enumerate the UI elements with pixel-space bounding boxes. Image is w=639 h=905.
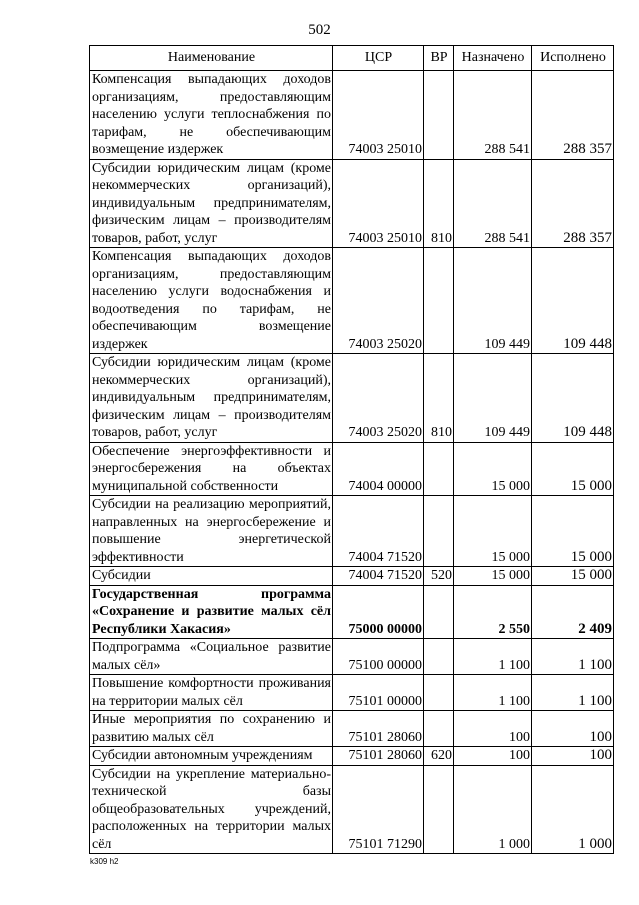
row-csr: 75101 28060: [333, 747, 424, 766]
row-executed: 15 000: [532, 496, 614, 567]
row-vr: [424, 585, 454, 639]
table-row: [90, 442, 614, 496]
table-row: [90, 747, 614, 766]
row-executed: 288 357: [532, 71, 614, 160]
row-vr: [424, 442, 454, 496]
row-planned: 109 449: [454, 354, 532, 443]
row-planned: 2 550: [454, 585, 532, 639]
row-name: Повышение комфортности проживания на территории малых сёл: [90, 675, 333, 711]
table-row: [90, 639, 614, 675]
page-number: 502: [308, 22, 331, 38]
header-planned: Назначено: [454, 46, 532, 71]
row-name: Государственная программа «Сохранение и развитие малых сёл Республики Хакасия»: [90, 585, 333, 639]
row-planned: 288 541: [454, 71, 532, 160]
row-csr: 75101 28060: [333, 711, 424, 747]
row-vr: [424, 675, 454, 711]
row-name: Подпрограмма «Социальное развитие малых сёл»: [90, 639, 333, 675]
row-planned: 109 449: [454, 248, 532, 354]
row-executed: 100: [532, 747, 614, 766]
row-planned: 1 100: [454, 675, 532, 711]
row-csr: 75100 00000: [333, 639, 424, 675]
row-name: Обеспечение энергоэффективности и энергосбережения на объектах муниципальной собственности: [90, 442, 333, 496]
header-vr: ВР: [424, 46, 454, 71]
row-executed: 1 100: [532, 675, 614, 711]
row-csr: 74003 25010: [333, 159, 424, 248]
row-planned: 100: [454, 711, 532, 747]
row-vr: [424, 71, 454, 160]
row-vr: 620: [424, 747, 454, 766]
row-executed: 1 000: [532, 765, 614, 854]
row-executed: 109 448: [532, 354, 614, 443]
row-planned: 15 000: [454, 567, 532, 586]
row-executed: 15 000: [532, 442, 614, 496]
row-name: Субсидии: [90, 567, 333, 586]
row-executed: 1 100: [532, 639, 614, 675]
row-name: Компенсация выпадающих доходов организациям, предоставляющим населению услуги водоснабжения и водоотведения по тарифам, не обеспечивающим возмещение издержек: [90, 248, 333, 354]
header-executed: Исполнено: [532, 46, 614, 71]
row-executed: 2 409: [532, 585, 614, 639]
table-row: [90, 711, 614, 747]
row-vr: [424, 711, 454, 747]
row-executed: 100: [532, 711, 614, 747]
row-vr: [424, 639, 454, 675]
table-row: [90, 675, 614, 711]
row-planned: 1 000: [454, 765, 532, 854]
row-name: Субсидии юридическим лицам (кроме некоммерческих организаций), индивидуальным предпринимателям, физическим лицам – производителям товаров, работ, услуг: [90, 354, 333, 443]
row-csr: 74003 25010: [333, 71, 424, 160]
row-name: Иные мероприятия по сохранению и развитию малых сёл: [90, 711, 333, 747]
table-row: [90, 159, 614, 248]
row-csr: 74003 25020: [333, 354, 424, 443]
row-name: Субсидии автономным учреждениям: [90, 747, 333, 766]
table-row: [90, 567, 614, 586]
row-name: Субсидии на реализацию мероприятий, направленных на энергосбережение и повышение энергетической эффективности: [90, 496, 333, 567]
row-csr: 74004 00000: [333, 442, 424, 496]
row-vr: 810: [424, 159, 454, 248]
footer-code: k309 h2: [90, 857, 119, 866]
table-row: [90, 71, 614, 160]
row-name: Субсидии юридическим лицам (кроме некоммерческих организаций), индивидуальным предпринимателям, физическим лицам – производителям товаров, работ, услуг: [90, 159, 333, 248]
table-row: [90, 354, 614, 443]
row-vr: [424, 496, 454, 567]
row-planned: 15 000: [454, 496, 532, 567]
table-header-row: [90, 46, 614, 71]
table-row: [90, 585, 614, 639]
row-csr: 74003 25020: [333, 248, 424, 354]
row-planned: 1 100: [454, 639, 532, 675]
row-vr: 810: [424, 354, 454, 443]
table-row: [90, 496, 614, 567]
table-body: [90, 71, 614, 854]
row-csr: 75101 71290: [333, 765, 424, 854]
row-planned: 15 000: [454, 442, 532, 496]
row-executed: 15 000: [532, 567, 614, 586]
header-csr: ЦСР: [333, 46, 424, 71]
row-csr: 75000 00000: [333, 585, 424, 639]
row-csr: 75101 00000: [333, 675, 424, 711]
row-planned: 100: [454, 747, 532, 766]
row-vr: [424, 765, 454, 854]
row-vr: 520: [424, 567, 454, 586]
budget-table: [89, 45, 614, 854]
row-csr: 74004 71520: [333, 496, 424, 567]
row-name: Компенсация выпадающих доходов организациям, предоставляющим населению услуги теплоснабжения по тарифам, не обеспечивающим возмещение издержек: [90, 71, 333, 160]
row-csr: 74004 71520: [333, 567, 424, 586]
row-executed: 109 448: [532, 248, 614, 354]
table-row: [90, 765, 614, 854]
row-planned: 288 541: [454, 159, 532, 248]
row-executed: 288 357: [532, 159, 614, 248]
header-name: Наименование: [90, 46, 333, 71]
row-name: Субсидии на укрепление материально-технической базы общеобразовательных учреждений, расположенных на территории малых сёл: [90, 765, 333, 854]
table-row: [90, 248, 614, 354]
row-vr: [424, 248, 454, 354]
